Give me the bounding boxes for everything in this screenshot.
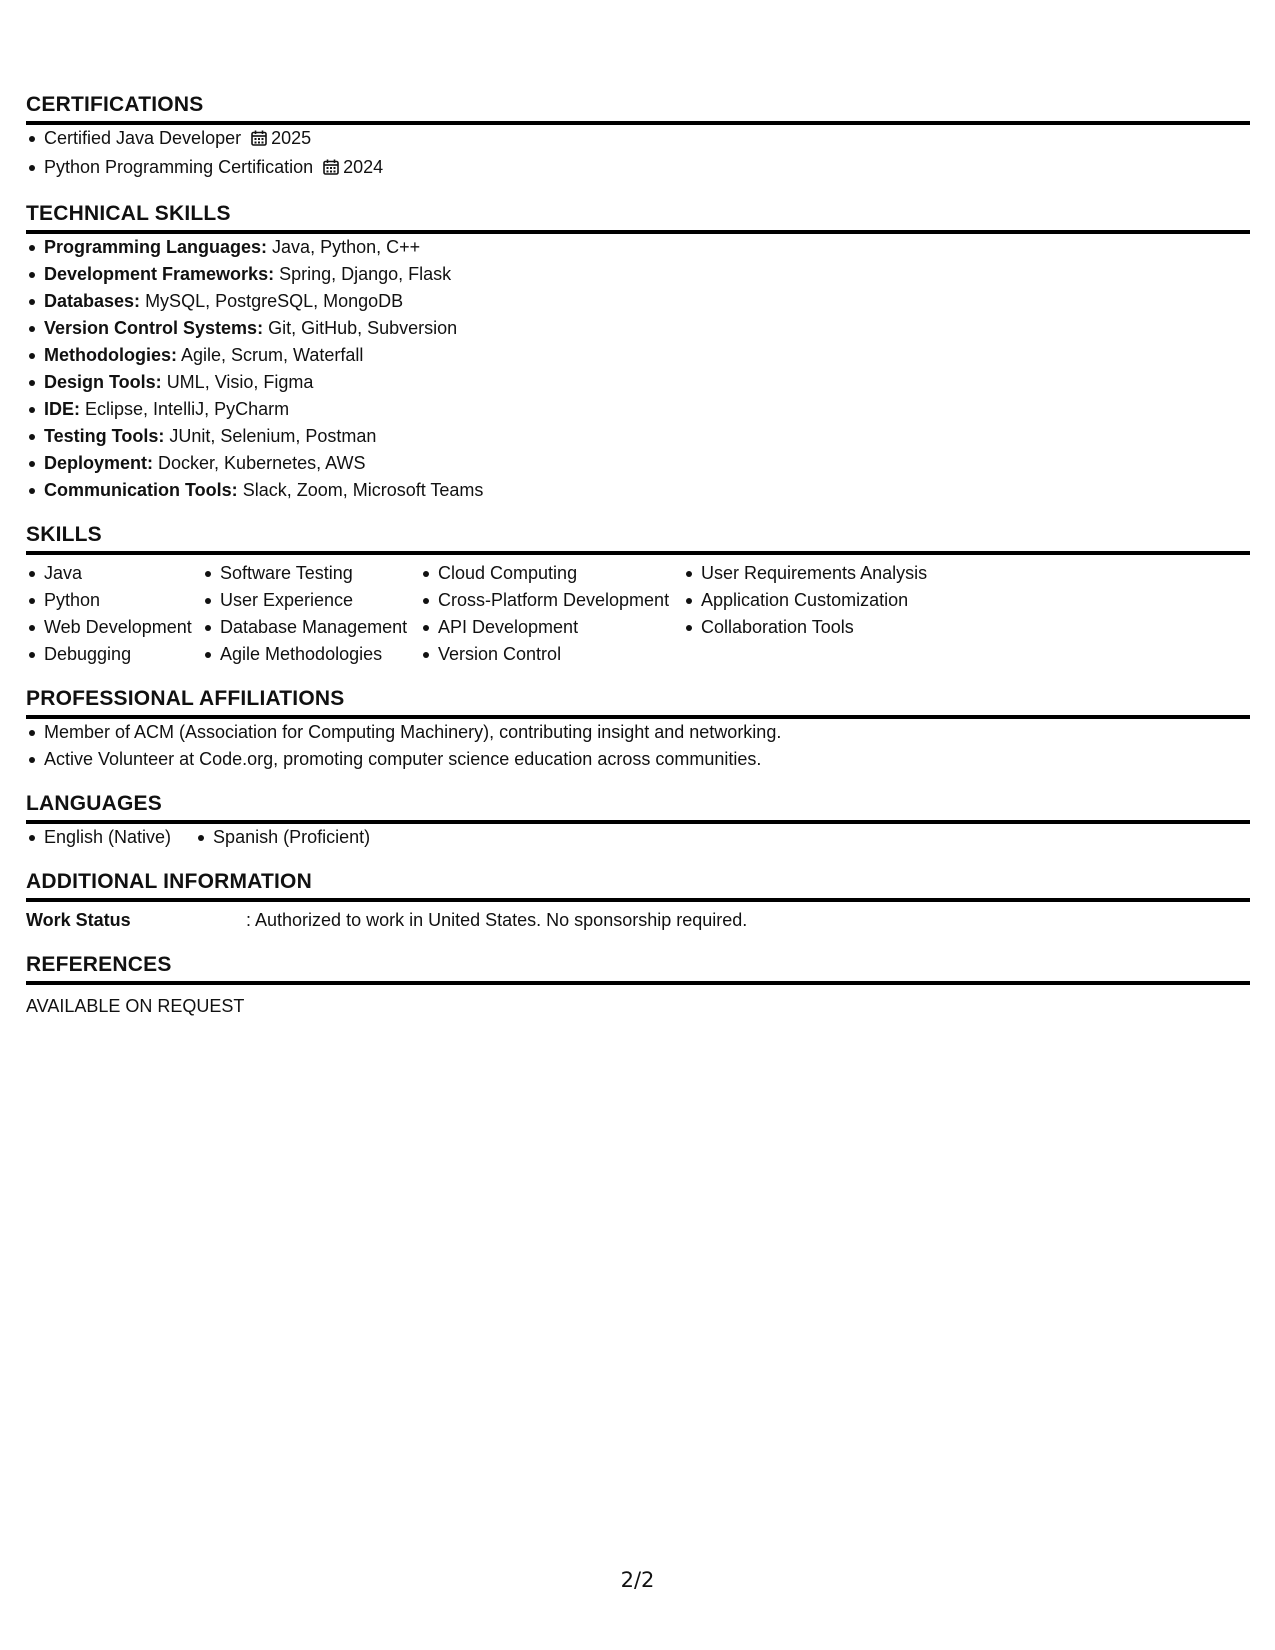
list-item: API Development [420,614,683,641]
list-item: Database Management [202,614,420,641]
list-item: Software Testing [202,560,420,587]
work-status-value: : Authorized to work in United States. No sponsorship required. [246,910,748,930]
affiliations-list [26,719,1250,773]
certification-name: Python Programming Certification [44,157,314,177]
list-item [26,477,1250,504]
list-item: Agile Methodologies [202,641,420,668]
skill-value: Agile, Scrum, Waterfall [181,345,364,365]
list-item: Cross-Platform Development [420,587,683,614]
references-section [26,952,1250,1020]
list-item: Web Development [26,614,202,641]
list-item [26,234,1250,261]
resume-page [26,92,1250,1020]
list-item: User Requirements Analysis [683,560,983,587]
list-item: Cloud Computing [420,560,683,587]
skill-label: Testing Tools: [44,426,165,446]
languages-list [26,824,1250,851]
list-item: Member of ACM (Association for Computing Machinery), contributing insight and networking. [26,719,1250,746]
skill-label: Databases: [44,291,141,311]
section-title: ADDITIONAL INFORMATION [26,869,1250,902]
list-item [26,125,1250,154]
skills-column [202,560,420,668]
list-item [26,396,1250,423]
skill-label: Methodologies: [44,345,177,365]
list-item [26,288,1250,315]
skills-grid [26,560,1250,668]
list-item: Version Control [420,641,683,668]
section-title: SKILLS [26,522,1250,555]
languages-section [26,791,1250,851]
skills-column [26,560,202,668]
list-item: Spanish (Proficient) [195,824,370,851]
list-item [26,261,1250,288]
references-text: AVAILABLE ON REQUEST [26,996,245,1016]
calendar-icon [323,156,339,183]
list-item: English (Native) [26,824,171,851]
section-title: LANGUAGES [26,791,1250,824]
section-title: CERTIFICATIONS [26,92,1250,125]
skill-value: MySQL, PostgreSQL, MongoDB [145,291,404,311]
skill-value: Eclipse, IntelliJ, PyCharm [85,399,290,419]
list-item [26,369,1250,396]
list-item: Debugging [26,641,202,668]
section-title: PROFESSIONAL AFFILIATIONS [26,686,1250,719]
affiliations-section [26,686,1250,773]
list-item [26,315,1250,342]
section-title: REFERENCES [26,952,1250,985]
list-item [26,450,1250,477]
skills-column [420,560,683,668]
skill-value: UML, Visio, Figma [166,372,314,392]
certifications-list [26,125,1250,183]
section-title: TECHNICAL SKILLS [26,201,1250,234]
skill-label: Deployment: [44,453,154,473]
skill-value: Slack, Zoom, Microsoft Teams [242,480,484,500]
list-item: Application Customization [683,587,983,614]
list-item: Java [26,560,202,587]
skill-label: Development Frameworks: [44,264,275,284]
skill-label: IDE: [44,399,80,419]
work-status-row [26,907,1250,934]
list-item: Collaboration Tools [683,614,983,641]
list-item: Python [26,587,202,614]
work-status-label: Work Status [26,910,131,930]
page-number: 2/2 [620,1568,655,1592]
additional-information-section [26,869,1250,934]
technical-skills-section [26,201,1250,504]
calendar-icon [251,127,267,154]
skill-value: Java, Python, C++ [272,237,421,257]
skill-value: Docker, Kubernetes, AWS [158,453,366,473]
skill-value: JUnit, Selenium, Postman [169,426,377,446]
list-item: Active Volunteer at Code.org, promoting computer science education across communities. [26,746,1250,773]
certifications-section [26,92,1250,183]
list-item [26,423,1250,450]
skill-label: Version Control Systems: [44,318,264,338]
skill-label: Programming Languages: [44,237,268,257]
certification-name: Certified Java Developer [44,128,242,148]
certification-year: 2024 [343,157,384,177]
skills-column [683,560,983,668]
skill-label: Communication Tools: [44,480,238,500]
skill-value: Git, GitHub, Subversion [268,318,458,338]
certification-year: 2025 [271,128,312,148]
list-item: User Experience [202,587,420,614]
skill-label: Design Tools: [44,372,162,392]
skills-section [26,522,1250,668]
list-item [26,342,1250,369]
technical-skills-list [26,234,1250,504]
skill-value: Spring, Django, Flask [279,264,452,284]
list-item [26,154,1250,183]
